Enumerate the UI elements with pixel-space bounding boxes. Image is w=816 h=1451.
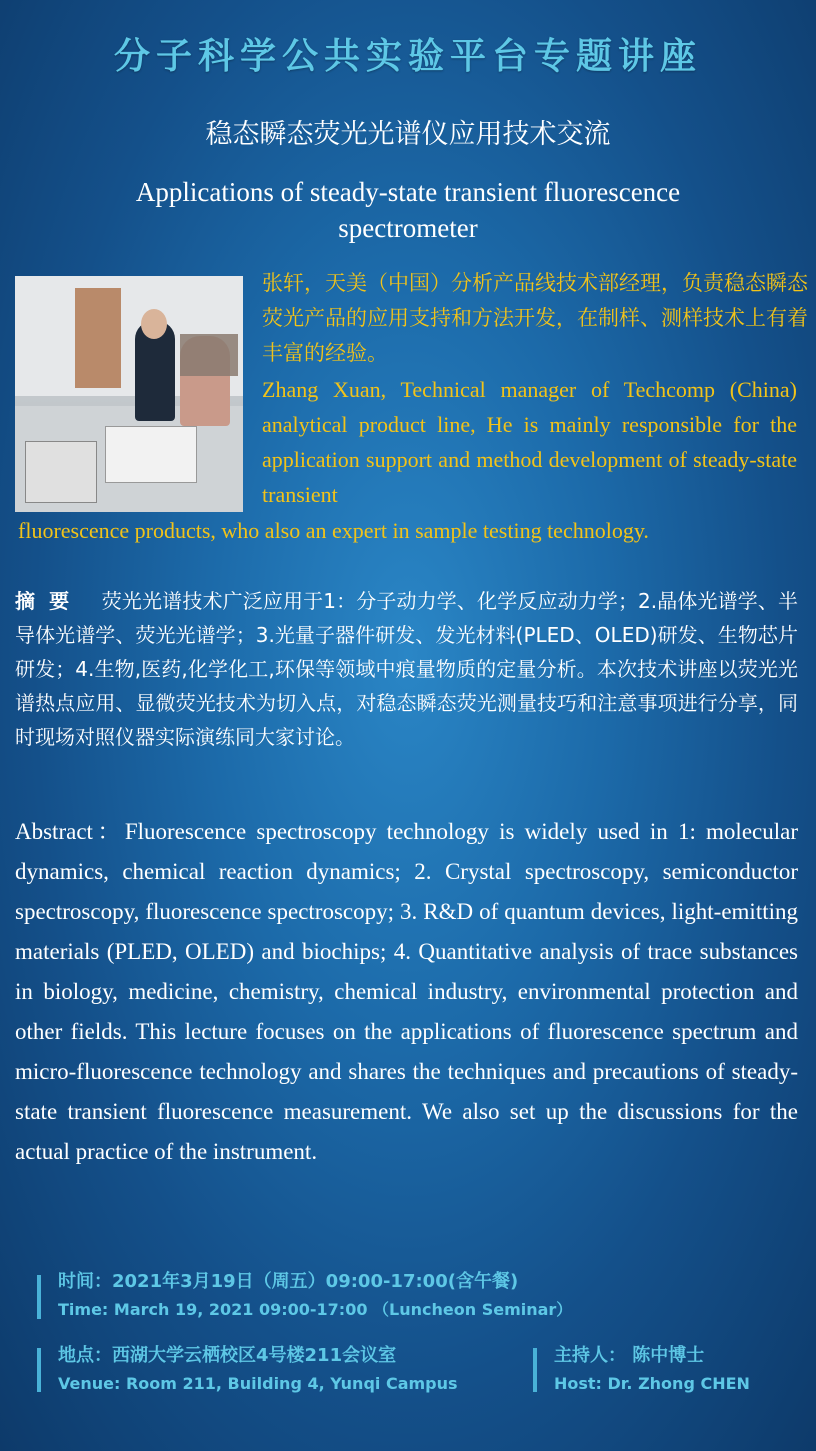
speaker-bio-cn: 张轩，天美（中国）分析产品线技术部经理，负责稳态瞬态荧光产品的应用支持和方法开发，在制样、测样技术上有着丰富的经验。 [262, 271, 808, 365]
time-bar [37, 1275, 41, 1319]
host-bar [533, 1348, 537, 1392]
host-en: Host: Dr. Zhong CHEN [554, 1374, 750, 1393]
host-cn: 主持人： 陈中博士 [554, 1345, 705, 1366]
speaker-bio-en: Zhang Xuan, Technical manager of Techcomp (China) analytical product line, He is mainly responsible for the application support and method development of steady-state transient [262, 377, 797, 507]
venue-info [58, 1342, 458, 1398]
host-info [554, 1342, 750, 1398]
time-en: Time: March 19, 2021 09:00-17:00 （Luncheon Seminar） [58, 1300, 573, 1319]
time-info [58, 1268, 572, 1324]
abstract-label: 摘要 [15, 589, 84, 613]
speaker-photo [15, 276, 243, 512]
venue-bar [37, 1348, 41, 1392]
abstract-text-cn: 荧光光谱技术广泛应用于1：分子动力学、化学反应动力学；2.晶体光谱学、半导体光谱学、荧光光谱学；3.光量子器件研发、发光材料(PLED、OLED)研发、生物芯片研发；4.生物,医药,化学化工,环保等领域中痕量物质的定量分析。本次技术讲座以荧光光谱热点应用、显微荧光技术为切入点，对稳态瞬态荧光测量技巧和注意事项进行分享，同时现场对照仪器实际演练同大家讨论。 [15, 589, 799, 749]
abstract-cn [15, 584, 798, 754]
speaker-bio-en-tail: fluorescence products, who also an expert in sample testing technology. [18, 518, 649, 543]
abstract-en: Abstract：Fluorescence spectroscopy technology is widely used in 1: molecular dynamics, chemical reaction dynamics; 2. Crystal spectroscopy, semiconductor spectroscopy, fluorescence spectroscopy; 3. R&D of quantum devices, light-emitting materials (PLED, OLED) and biochips; 4. Quantitative analysis of trace substances in biology, medicine, chemistry, chemical industry, environmental protection and other fields. This lecture focuses on the applications of fluorescence spectrum and micro-fluorescence technology and shares the techniques and precautions of steady-state transient fluorescence measurement. We also set up the discussions for the actual practice of the instrument. [15, 819, 798, 1164]
series-title: 分子科学公共实验平台专题讲座 [113, 36, 702, 77]
venue-cn: 地点：西湖大学云栖校区4号楼211会议室 [58, 1345, 397, 1366]
time-cn: 时间：2021年3月19日（周五）09:00-17:00(含午餐) [58, 1271, 519, 1292]
lecture-title-cn: 稳态瞬态荧光光谱仪应用技术交流 [205, 119, 611, 150]
venue-en: Venue: Room 211, Building 4, Yunqi Campus [58, 1374, 458, 1393]
lecture-title-en: Applications of steady-state transient fluorescence spectrometer [135, 177, 681, 243]
